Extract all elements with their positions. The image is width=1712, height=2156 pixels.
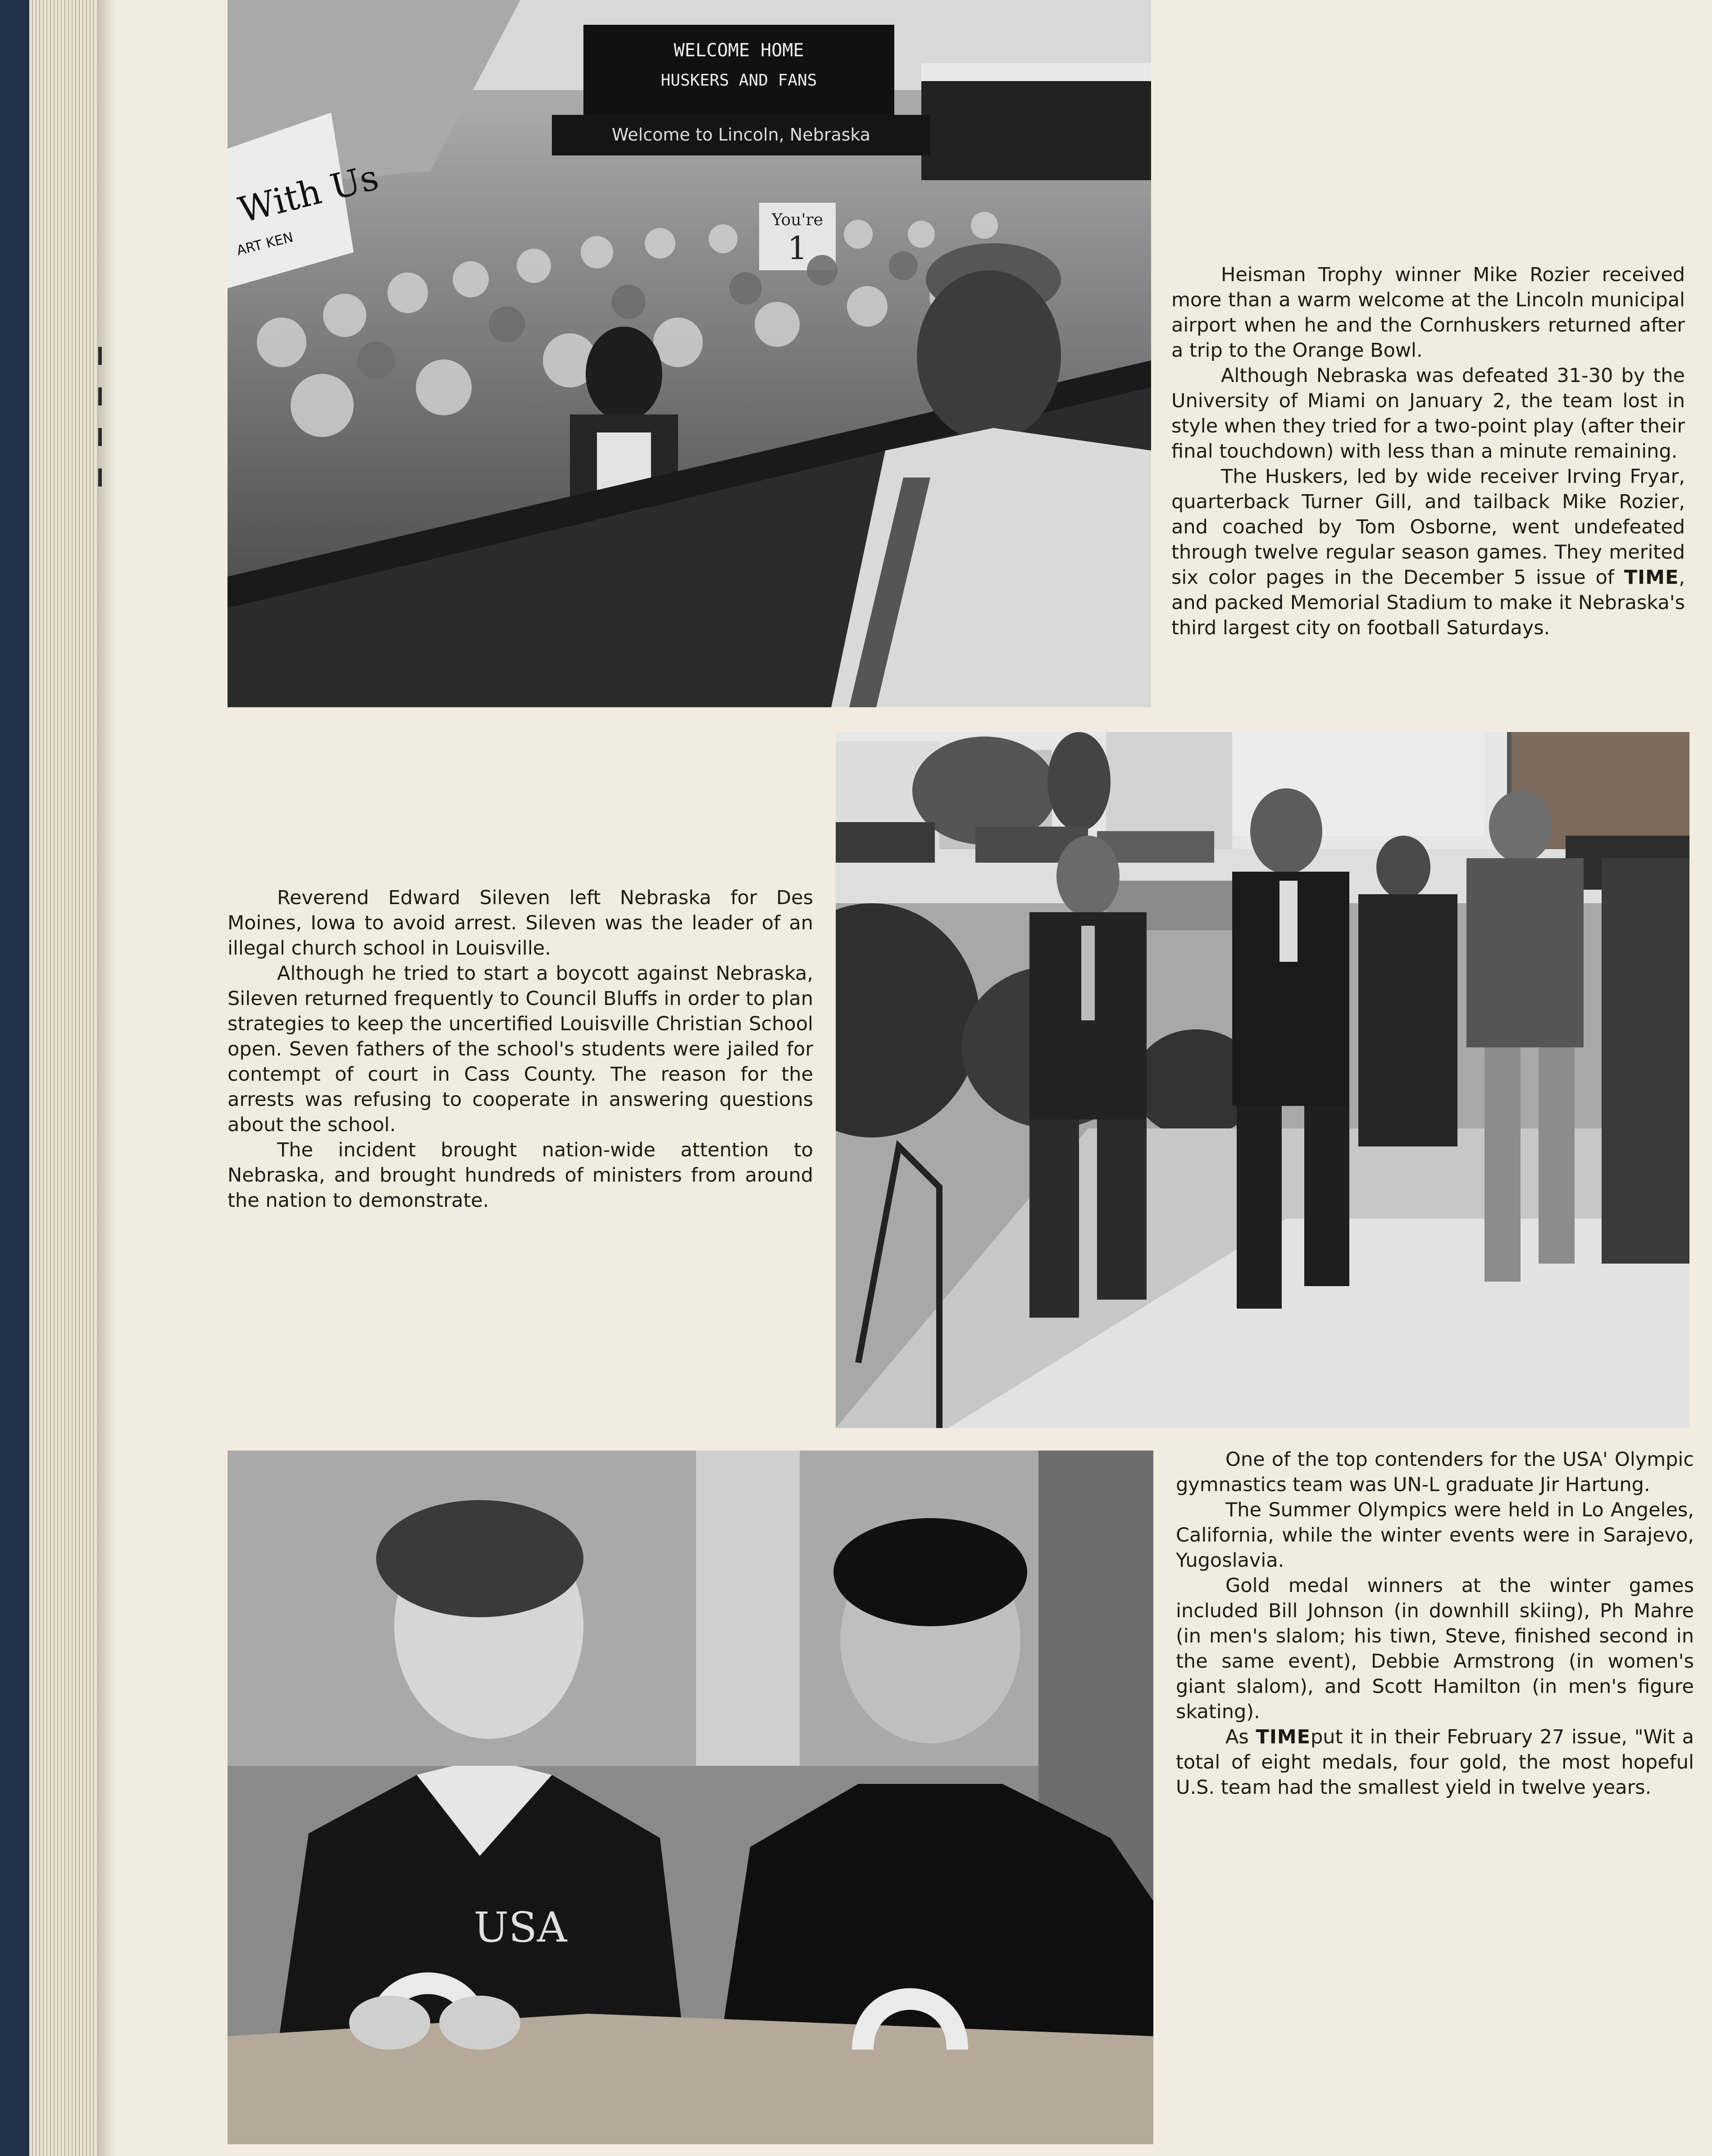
page-mark [98, 347, 102, 365]
photo-sileven-arrest [836, 732, 1689, 1428]
gutter-shadow [97, 0, 115, 2156]
page-mark [98, 428, 102, 446]
banner-subtext: ART KEN [235, 229, 295, 259]
caption-rozier-p3-end: , and packed Memorial Stadium to make it Nebraska's third largest city on football Saturdays. [1171, 566, 1685, 639]
caption-rozier-p3-start: The Huskers, led by wide receiver Irving Fryar, quarterback Turner Gill, and tailback Mike Rozier, and coached by Tom Osborne, went undefeated through twelve regular season games. They merited six color pages in the December 5 issue of [1171, 465, 1685, 589]
banner-text: With Us [234, 157, 383, 231]
book-binding [0, 0, 29, 2156]
sign-lincoln: Welcome to Lincoln, Nebraska [611, 125, 871, 145]
caption-sileven-p3: The incident brought nation-wide attention to Nebraska, and brought hundreds of ministers from around the nation to demonstrate. [228, 1139, 813, 1212]
caption-olympics-p2: The Summer Olympics were held in Lo Angeles, California, while the winter events were in Sarajevo, Yugoslavia. [1176, 1499, 1694, 1572]
page-edge-stack [29, 0, 97, 2156]
page-mark [98, 387, 102, 405]
time-magazine-name-2: TIME [1256, 1726, 1311, 1748]
sign-line-1: WELCOME HOME [674, 40, 804, 61]
caption-olympics-p1: One of the top contenders for the USA' Olympic gymnastics team was UN-L graduate Jir Hartung. [1176, 1448, 1694, 1496]
caption-olympics-p4-as: As [1225, 1726, 1249, 1748]
caption-rozier-p1: Heisman Trophy winner Mike Rozier received more than a warm welcome at the Lincoln municipal airport when he and the Cornhuskers returned after a trip to the Orange Bowl. [1171, 264, 1685, 362]
caption-olympics-p3: Gold medal winners at the winter games included Bill Johnson (in downhill skiing), Ph Mahre (in men's slalom; his tiwn, Steve, finished second in the same event), Debbie Armstrong (in women's giant slalom), and Scott Hamilton (in men's figure skating). [1176, 1574, 1694, 1723]
photo-gymnasts [228, 1451, 1153, 2144]
sign-number-one: 1 [787, 230, 808, 267]
caption-sileven [228, 885, 813, 1213]
caption-rozier-p2: Although Nebraska was defeated 31-30 by the University of Miami on January 2, the team lost in style when they tried for a two-point play (after their final touchdown) with less than a minute remaining. [1171, 364, 1685, 463]
caption-sileven-p1: Reverend Edward Sileven left Nebraska for Des Moines, Iowa to avoid arrest. Sileven was the leader of an illegal church school in Louisville. [228, 887, 813, 960]
time-magazine-name: TIME [1624, 566, 1679, 589]
photo-airport-welcome [228, 0, 1151, 707]
caption-olympics [1176, 1447, 1694, 1800]
sign-line-2: HUSKERS AND FANS [660, 71, 817, 90]
caption-olympics-p4 [1176, 1724, 1694, 1800]
caption-olympics-p4-end: put it in their February 27 issue, "Wit a total of eight medals, four gold, the most hopeful U.S. team had the smallest yield in twelve years. [1176, 1726, 1694, 1799]
caption-sileven-p2: Although he tried to start a boycott against Nebraska, Sileven returned frequently to Council Bluffs in order to plan strategies to keep the uncertified Louisville Christian School open. Seven fathers of the school's students were jailed for contempt of court in Cass County. The reason for the arrests was refusing to cooperate in answering questions about the school. [228, 962, 813, 1136]
caption-rozier [1171, 262, 1685, 641]
usa-shirt-text: USA [474, 1903, 567, 1951]
sign-youre: You're [772, 211, 823, 229]
page-mark [98, 468, 102, 487]
caption-rozier-p3 [1171, 464, 1685, 641]
